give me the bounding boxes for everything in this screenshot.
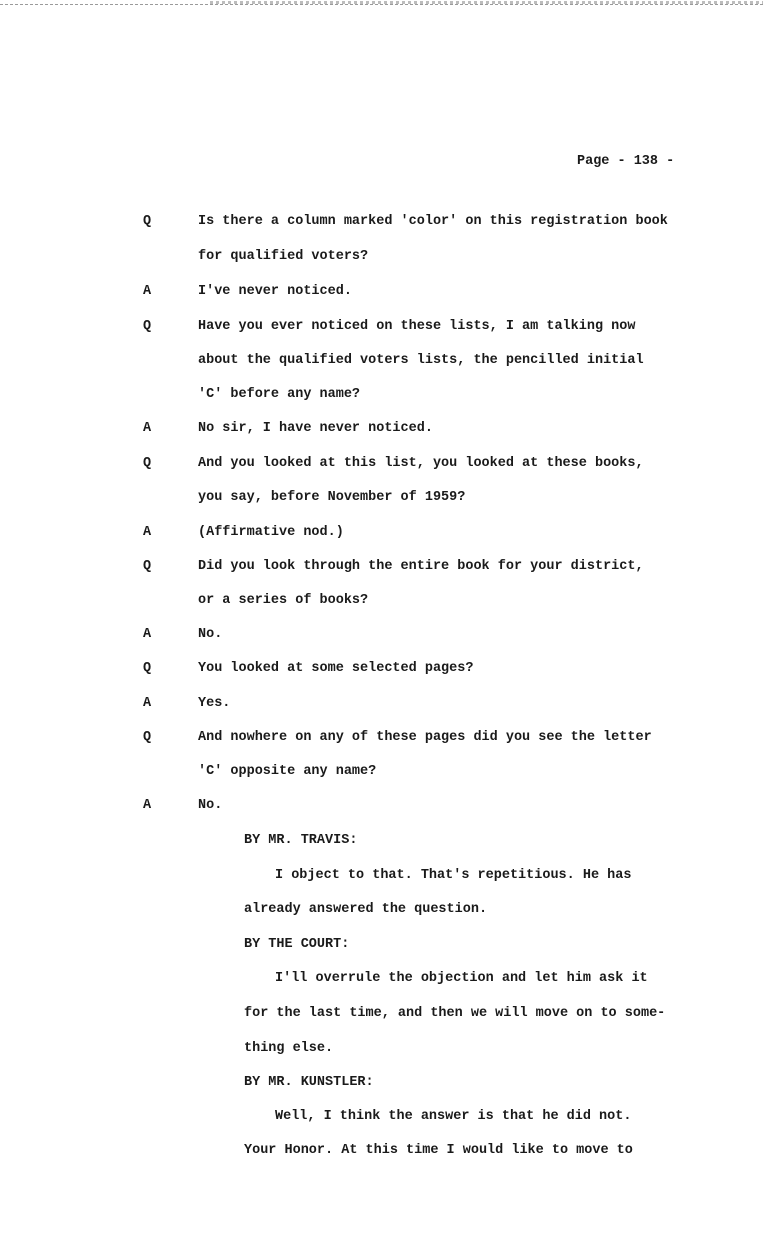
colloquy-line: already answered the question. bbox=[244, 902, 488, 917]
testimony-line: Have you ever noticed on these lists, I am talking now bbox=[198, 319, 636, 334]
colloquy-line: Your Honor. At this time I would like to move to bbox=[244, 1143, 633, 1158]
speaker-heading: BY MR. KUNSTLER: bbox=[244, 1075, 374, 1090]
testimony-line: 'C' opposite any name? bbox=[198, 764, 377, 779]
page-number: Page - 138 - bbox=[577, 154, 675, 169]
testimony-line: you say, before November of 1959? bbox=[198, 490, 466, 505]
testimony-line: You looked at some selected pages? bbox=[198, 661, 474, 676]
speaker-label: Q bbox=[143, 456, 152, 471]
speaker-heading: BY THE COURT: bbox=[244, 937, 350, 952]
speaker-label: Q bbox=[143, 661, 152, 676]
speaker-label: A bbox=[143, 525, 152, 540]
speaker-label: Q bbox=[143, 214, 152, 229]
colloquy-line: I'll overrule the objection and let him ask it bbox=[275, 971, 648, 986]
speaker-label: A bbox=[143, 421, 152, 436]
speaker-label: A bbox=[143, 696, 152, 711]
testimony-line: I've never noticed. bbox=[198, 284, 352, 299]
testimony-line: No. bbox=[198, 627, 223, 642]
testimony-line: No sir, I have never noticed. bbox=[198, 421, 433, 436]
testimony-line: Yes. bbox=[198, 696, 231, 711]
testimony-line: (Affirmative nod.) bbox=[198, 525, 344, 540]
testimony-line: And nowhere on any of these pages did you see the letter bbox=[198, 730, 652, 745]
testimony-line: And you looked at this list, you looked at these books, bbox=[198, 456, 644, 471]
testimony-line: 'C' before any name? bbox=[198, 387, 361, 402]
speaker-label: Q bbox=[143, 559, 152, 574]
speaker-label: Q bbox=[143, 730, 152, 745]
testimony-line: No. bbox=[198, 798, 223, 813]
speaker-label: A bbox=[143, 798, 152, 813]
colloquy-line: I object to that. That's repetitious. He has bbox=[275, 868, 632, 883]
testimony-line: or a series of books? bbox=[198, 593, 369, 608]
top-scan-rule bbox=[0, 0, 763, 5]
colloquy-line: for the last time, and then we will move on to some- bbox=[244, 1006, 666, 1021]
testimony-line: Did you look through the entire book for your district, bbox=[198, 559, 644, 574]
testimony-line: Is there a column marked 'color' on this registration book bbox=[198, 214, 668, 229]
speaker-label: Q bbox=[143, 319, 152, 334]
speaker-heading: BY MR. TRAVIS: bbox=[244, 833, 358, 848]
speaker-label: A bbox=[143, 284, 152, 299]
testimony-line: about the qualified voters lists, the pencilled initial bbox=[198, 353, 644, 368]
colloquy-line: Well, I think the answer is that he did not. bbox=[275, 1109, 632, 1124]
speaker-label: A bbox=[143, 627, 152, 642]
colloquy-line: thing else. bbox=[244, 1041, 334, 1056]
testimony-line: for qualified voters? bbox=[198, 249, 369, 264]
